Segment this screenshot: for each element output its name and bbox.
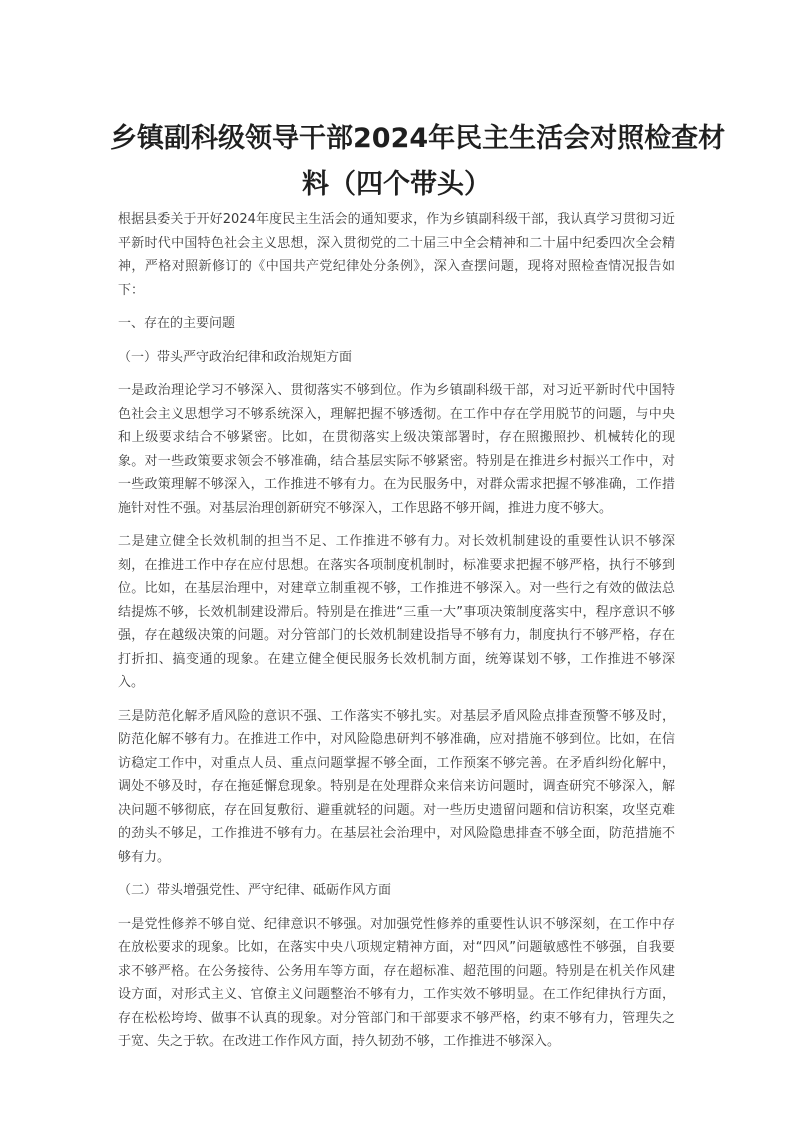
document-body xyxy=(118,208,675,1064)
paragraph-2: 二是建立健全长效机制的担当不足、工作推进不够有力。对长效机制建设的重要性认识不够深刻，在推进工作中存在应付思想。在落实各项制度机制时，标准要求把握不够严格，执行不够到位。比如，在基层治理中，对建章立制重视不够，工作推进不够深入。对一些行之有效的做法总结提炼不够，长效机制建设滞后。特别是在推进“三重一大”事项决策制度落实中，程序意识不够强，存在越级决策的问题。对分管部门的长效机制建设指导不够有力，制度执行不够严格，存在打折扣、搞变通的现象。在建立健全便民服务长效机制方面，统筹谋划不够，工作推进不够深入。 xyxy=(118,534,675,690)
title-line-2: 料（四个带头） xyxy=(302,169,491,200)
title-line-1: 乡镇副科级领导干部2024年民主生活会对照检查材 xyxy=(110,123,726,154)
intro-paragraph: 根据县委关于开好2024年度民主生活会的通知要求，作为乡镇副科级干部，我认真学习贯彻习近平新时代中国特色社会主义思想，深入贯彻党的二十届三中全会精神和二十届中纪委四次全会精神，严格对照新修订的《中国共产党纪律处分条例》，深入查摆问题，现将对照检查情况报告如下： xyxy=(118,212,675,298)
paragraph-1: 一是政治理论学习不够深入、贯彻落实不够到位。作为乡镇副科级干部，对习近平新时代中国特色社会主义思想学习不够系统深入，理解把握不够透彻。在工作中存在学用脱节的问题，与中央和上级要求结合不够紧密。比如，在贯彻落实上级决策部署时，存在照搬照抄、机械转化的现象。对一些政策要求领会不够准确，结合基层实际不够紧密。特别是在推进乡村振兴工作中，对一些政策理解不够深入，工作推进不够有力。在为民服务中，对群众需求把握不够准确，工作措施针对性不强。对基层治理创新研究不够深入，工作思路不够开阔，推进力度不够大。 xyxy=(118,383,675,516)
paragraph-3: 三是防范化解矛盾风险的意识不强、工作落实不够扎实。对基层矛盾风险点排查预警不够及时，防范化解不够有力。在推进工作中，对风险隐患研判不够准确，应对措施不够到位。比如，在信访稳定工作中，对重点人员、重点问题掌握不够全面，工作预案不够完善。在矛盾纠纷化解中，调处不够及时，存在拖延懈怠现象。特别是在处理群众来信来访问题时，调查研究不够深入，解决问题不够彻底，存在回复敷衍、避重就轻的问题。对一些历史遗留问题和信访积案，攻坚克难的劲头不够足，工作推进不够有力。在基层社会治理中，对风险隐患排查不够全面，防范措施不够有力。 xyxy=(118,708,675,865)
document-title xyxy=(110,116,726,208)
paragraph-4: 一是党性修养不够自觉、纪律意识不够强。对加强党性修养的重要性认识不够深刻，在工作中存在放松要求的现象。比如，在落实中央八项规定精神方面，对“四风”问题敏感性不够强，自我要求不够严格。在公务接待、公务用车等方面，存在超标准、超范围的问题。特别是在机关作风建设方面，对形式主义、官僚主义问题整治不够有力，工作实效不够明显。在工作纪律执行方面，存在松松垮垮、做事不认真的现象。对分管部门和干部要求不够严格，约束不够有力，管理失之于宽、失之于软。在改进工作作风方面，持久韧劲不够，工作推进不够深入。 xyxy=(118,916,675,1049)
section-heading-problems: 一、存在的主要问题 xyxy=(118,316,236,331)
subsection-heading-1: （一）带头严守政治纪律和政治规矩方面 xyxy=(118,349,353,365)
subsection-heading-2: （二）带头增强党性、严守纪律、砥砺作风方面 xyxy=(118,883,392,898)
